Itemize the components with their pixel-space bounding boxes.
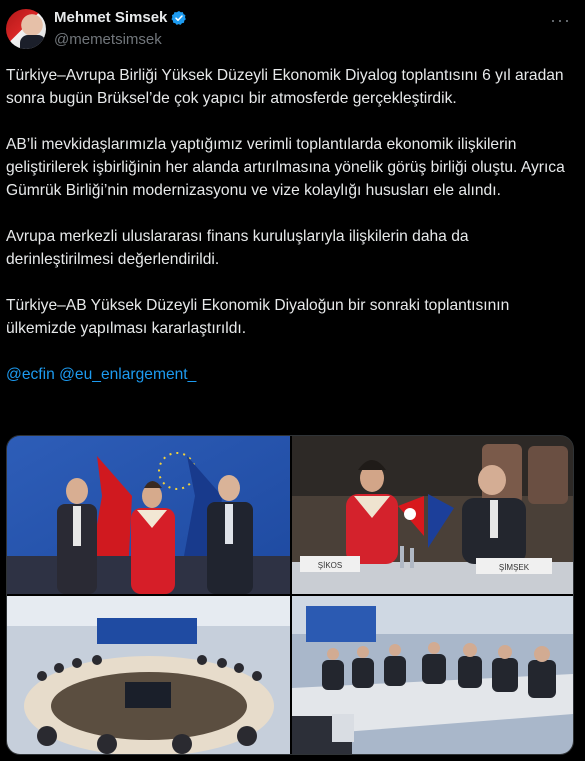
post-paragraph: AB’li mevkidaşlarımızla yaptığımız verimli toplantılarda ekonomik ilişkilerin geliştirilerek işbirliğinin her alanda artırılmasına yönelik görüş birliği oluştu. Ayrıca Gümrük Birliği’nin modernizasyonu ve vize kolaylığı hususları ele alındı.: [6, 136, 565, 199]
mention-links[interactable]: @ecfin @eu_enlargement_: [6, 366, 197, 383]
photo-grid: [6, 435, 574, 755]
photo-conference-room-wide[interactable]: [7, 596, 290, 754]
photo-officials-standing-image: [7, 436, 290, 594]
nameplate-left: ŞİKOS: [317, 561, 343, 570]
author-handle[interactable]: @memetsimsek: [54, 31, 162, 48]
post-header: [0, 0, 585, 56]
photo-meeting-table-image: [292, 436, 573, 594]
post-body: [6, 64, 578, 409]
post-paragraph: Türkiye–AB Yüksek Düzeyli Ekonomik Diyaloğun bir sonraki toplantısının ülkemizde yapılması kararlaştırıldı.: [6, 297, 510, 337]
photo-meeting-table[interactable]: [292, 436, 573, 594]
post-paragraph: Türkiye–Avrupa Birliği Yüksek Düzeyli Ekonomik Diyalog toplantısını 6 yıl aradan sonra bugün Brüksel’de çok yapıcı bir atmosferde gerçekleştirdik.: [6, 67, 564, 107]
photo-officials-standing[interactable]: [7, 436, 290, 594]
nameplate-right: ŞİMŞEK: [498, 563, 530, 572]
author-name-row: [54, 9, 187, 26]
verified-badge-icon: [171, 10, 187, 26]
photo-conference-room-wide-image: [7, 596, 290, 754]
more-options-icon[interactable]: ···: [550, 10, 571, 30]
photo-delegation-table-image: [292, 596, 573, 754]
avatar[interactable]: [6, 9, 46, 49]
photo-delegation-table[interactable]: [292, 596, 573, 754]
author-name[interactable]: Mehmet Simsek: [54, 9, 168, 26]
post-paragraph: Avrupa merkezli uluslararası finans kuruluşlarıyla ilişkilerin daha da derinleştirilmesi değerlendirildi.: [6, 228, 469, 268]
